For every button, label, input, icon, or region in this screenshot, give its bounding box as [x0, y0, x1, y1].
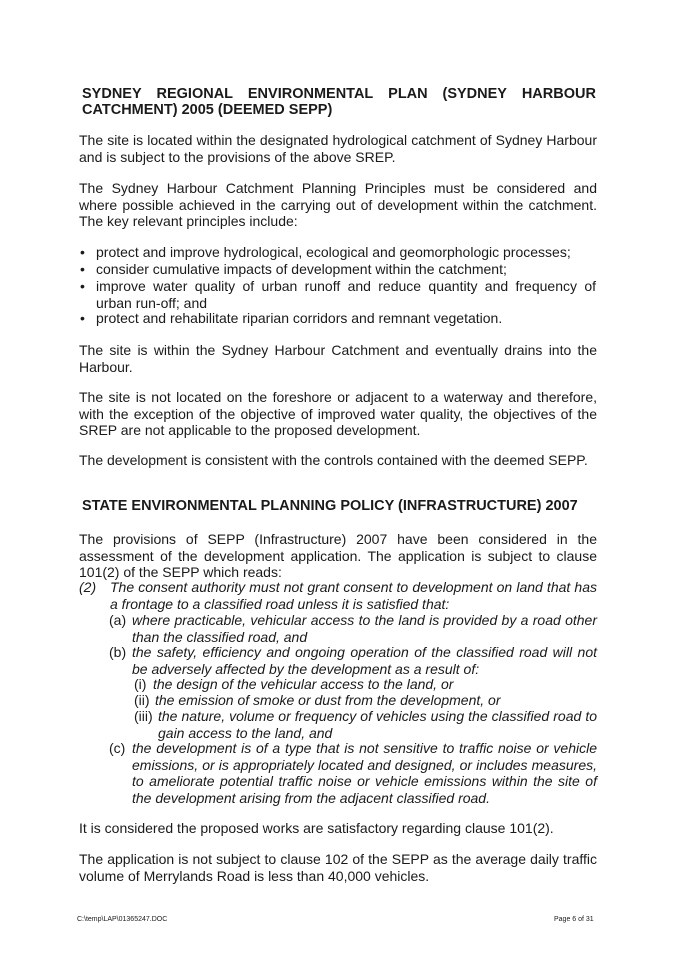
heading-word: ENVIRONMENTAL: [247, 86, 374, 102]
clause-label: (2): [79, 579, 97, 595]
bullet-text: improve water quality of urban runoff and reduce quantity and frequency of urban run-off; and: [96, 278, 596, 311]
srep-heading-line1: [82, 86, 596, 102]
bullet-icon: •: [80, 261, 85, 277]
clause-text: where practicable, vehicular access to the land is provided by a road other than the classified road, and: [132, 612, 597, 645]
footer-file-path: C:\temp\LAP\01365247.DOC: [77, 916, 168, 923]
clause-label: (i): [134, 676, 147, 692]
clause-text: the nature, volume or frequency of vehicles using the classified road to gain access to the land, and: [158, 708, 597, 741]
paragraph-harbour-drainage: The site is within the Sydney Harbour Catchment and eventually drains into the Harbour.: [79, 342, 597, 375]
clause-label: (a): [109, 612, 127, 628]
footer-page-number: Page 6 of 31: [554, 916, 594, 923]
heading-word: SYDNEY: [82, 86, 142, 102]
bullet-icon: •: [80, 278, 85, 294]
clause-label: (b): [109, 644, 127, 660]
bullet-icon: •: [80, 244, 85, 260]
paragraph-foreshore: The site is not located on the foreshore or adjacent to a waterway and therefore, with the exception of the objective of improved water quality, the objectives of the SREP are not applicable to the proposed development.: [79, 389, 597, 438]
heading-word: PLAN: [388, 86, 428, 102]
paragraph-sepp-provisions: The provisions of SEPP (Infrastructure) 2007 have been considered in the assessment of the development application. The application is subject to clause 101(2) of the SEPP which reads:: [79, 531, 597, 580]
clause-text: the emission of smoke or dust from the development, or: [155, 692, 501, 708]
paragraph-catchment-location: The site is located within the designated hydrological catchment of Sydney Harbour and is subject to the provisions of the above SREP.: [79, 132, 597, 165]
clause-label: (iii): [134, 708, 153, 724]
clause-label: (ii): [134, 692, 150, 708]
clause-text: the design of the vehicular access to the land, or: [153, 676, 454, 692]
sepp-infrastructure-heading: STATE ENVIRONMENTAL PLANNING POLICY (INFRASTRUCTURE) 2007: [82, 498, 578, 514]
paragraph-clause-102: The application is not subject to clause 102 of the SEPP as the average daily traffic volume of Merrylands Road is less than 40,000 vehicles.: [79, 851, 597, 884]
bullet-text: protect and improve hydrological, ecological and geomorphologic processes;: [96, 244, 571, 260]
heading-word: HARBOUR: [521, 86, 596, 102]
clause-text: The consent authority must not grant consent to development on land that has a frontage to a classified road unless it is satisfied that:: [110, 579, 597, 612]
srep-heading-line2: CATCHMENT) 2005 (DEEMED SEPP): [82, 102, 333, 118]
heading-word: (SYDNEY: [442, 86, 507, 102]
bullet-text: consider cumulative impacts of development within the catchment;: [96, 261, 507, 277]
clause-text: the safety, efficiency and ongoing operation of the classified road will not be adversely affected by the development as a result of:: [132, 644, 597, 677]
srep-heading: [82, 86, 596, 118]
paragraph-consistency: The development is consistent with the controls contained with the deemed SEPP.: [79, 452, 588, 468]
clause-text: the development is of a type that is not sensitive to traffic noise or vehicle emissions, or is appropriately located and designed, or includes measures, to ameliorate potential traffic noise or vehicle emissions within the site of the development arising from the adjacent classified road.: [132, 740, 597, 806]
bullet-icon: •: [80, 310, 85, 326]
clause-label: (c): [109, 740, 126, 756]
bullet-text: protect and rehabilitate riparian corridors and remnant vegetation.: [96, 310, 503, 326]
heading-word: REGIONAL: [156, 86, 234, 102]
paragraph-planning-principles: The Sydney Harbour Catchment Planning Principles must be considered and where possible achieved in the carrying out of development within the catchment. The key relevant principles include:: [79, 180, 597, 229]
paragraph-clause-satisfactory: It is considered the proposed works are satisfactory regarding clause 101(2).: [79, 820, 554, 836]
